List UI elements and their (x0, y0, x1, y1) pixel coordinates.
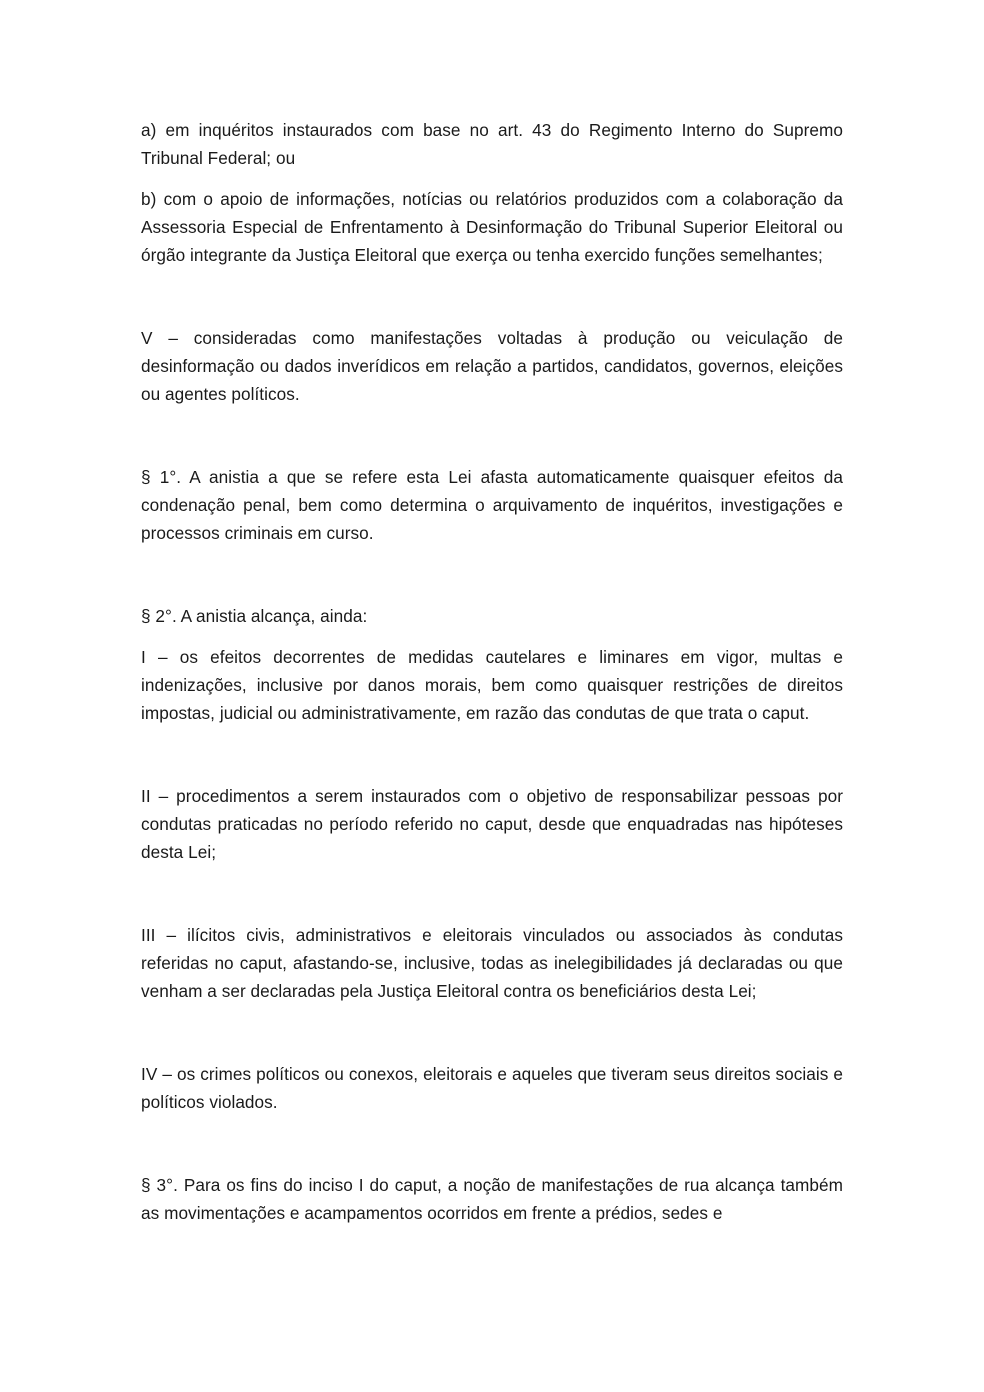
paragraph-section-1: § 1°. A anistia a que se refere esta Lei afasta automaticamente quaisquer efeitos da condenação penal, bem como determina o arquivamento de inquéritos, investigações e processos criminais em curso. (141, 467, 843, 543)
paragraph-inciso-v: V – consideradas como manifestações voltadas à produção ou veiculação de desinformação ou dados inverídicos em relação a partidos, candidatos, governos, eleições ou agentes políticos. (141, 328, 843, 404)
document-body (141, 116, 843, 1227)
paragraph-section-2-inciso-iii: III – ilícitos civis, administrativos e eleitorais vinculados ou associados às condutas referidas no caput, afastando-se, inclusive, todas as inelegibilidades já declaradas ou que venham a ser declaradas pela Justiça Eleitoral contra os beneficiários desta Lei; (141, 925, 843, 1001)
paragraph-section-3: § 3°. Para os fins do inciso I do caput, a noção de manifestações de rua alcança também as movimentações e acampamentos ocorridos em frente a prédios, sedes e (141, 1175, 843, 1223)
paragraph-section-2-inciso-iv: IV – os crimes políticos ou conexos, eleitorais e aqueles que tiveram seus direitos sociais e políticos violados. (141, 1064, 843, 1112)
paragraph-section-2-inciso-ii: II – procedimentos a serem instaurados com o objetivo de responsabilizar pessoas por condutas praticadas no período referido no caput, desde que enquadradas nas hipóteses desta Lei; (141, 786, 843, 862)
paragraph-item-a: a) em inquéritos instaurados com base no art. 43 do Regimento Interno do Supremo Tribunal Federal; ou (141, 120, 843, 168)
paragraph-section-2-inciso-i: I – os efeitos decorrentes de medidas cautelares e liminares em vigor, multas e indenizações, inclusive por danos morais, bem como quaisquer restrições de direitos impostas, judicial ou administrativamente, em razão das condutas de que trata o caput. (141, 647, 843, 723)
paragraph-section-2: § 2°. A anistia alcança, ainda: (141, 606, 368, 626)
paragraph-item-b: b) com o apoio de informações, notícias ou relatórios produzidos com a colaboração da Assessoria Especial de Enfrentamento à Desinformação do Tribunal Superior Eleitoral ou órgão integrante da Justiça Eleitoral que exerça ou tenha exercido funções semelhantes; (141, 189, 843, 265)
